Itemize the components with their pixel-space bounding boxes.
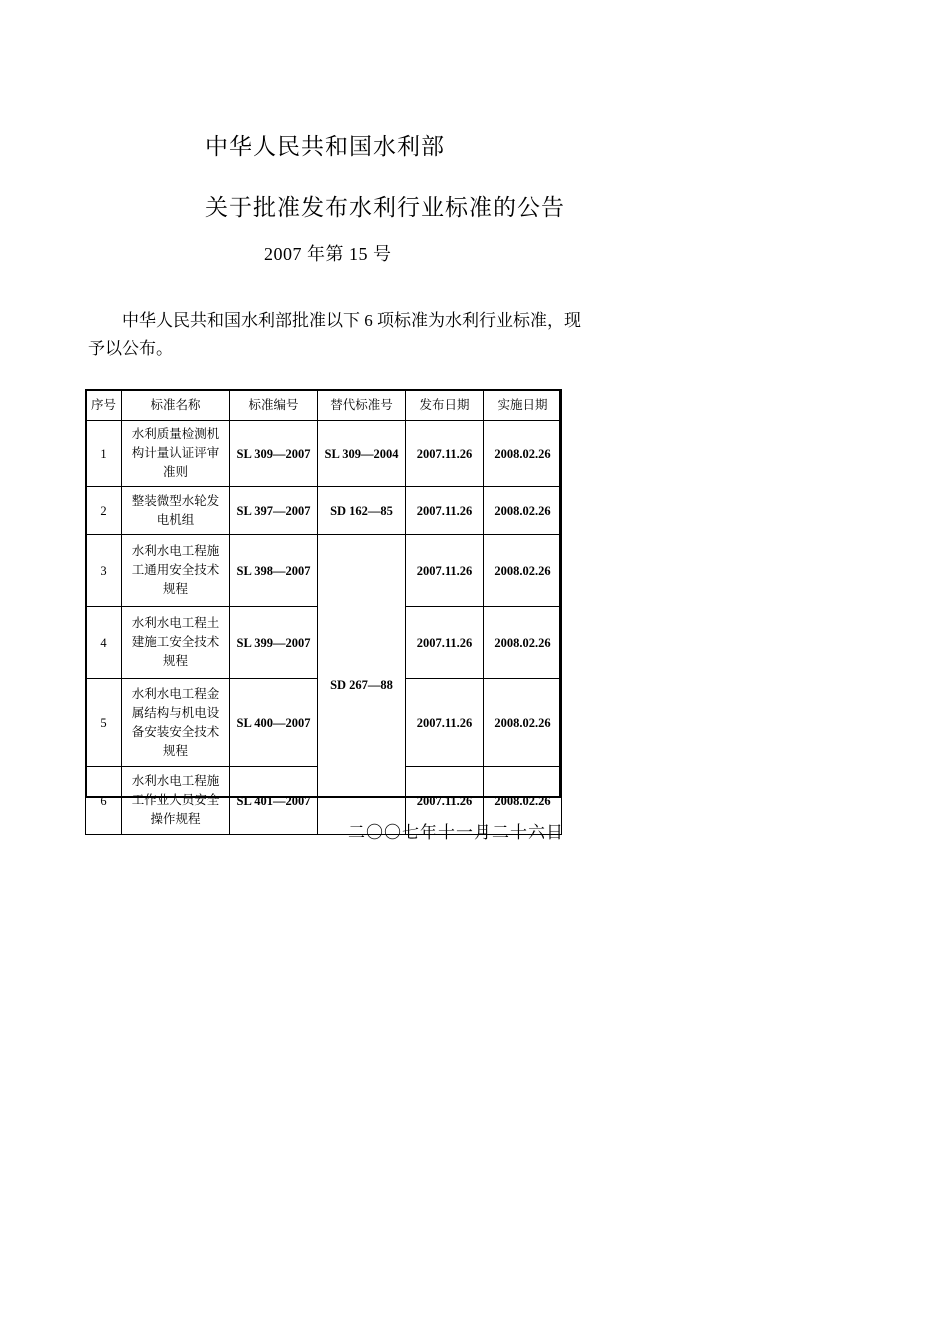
cell-seq: 5 xyxy=(86,679,122,767)
document-title-announcement: 关于批准发布水利行业标准的公告 xyxy=(205,195,565,220)
cell-seq: 6 xyxy=(86,767,122,835)
cell-replaced: SD 162—85 xyxy=(318,487,406,535)
cell-implement-date: 2008.02.26 xyxy=(484,767,562,835)
document-paragraph: 中华人民共和国水利部批准以下 6 项标准为水利行业标准，现予以公布。 xyxy=(88,311,581,358)
table-row xyxy=(86,535,562,607)
cell-seq: 1 xyxy=(86,421,122,487)
column-header-implement-date: 实施日期 xyxy=(484,390,562,421)
column-header-publish-date: 发布日期 xyxy=(406,390,484,421)
cell-name: 整装微型水轮发电机组 xyxy=(122,487,230,535)
cell-code: SL 397—2007 xyxy=(230,487,318,535)
cell-publish-date: 2007.11.26 xyxy=(406,421,484,487)
table-row xyxy=(86,421,562,487)
document-title-ministry: 中华人民共和国水利部 xyxy=(205,134,445,159)
cell-code: SL 400—2007 xyxy=(230,679,318,767)
cell-publish-date: 2007.11.26 xyxy=(406,767,484,835)
cell-name: 水利水电工程金属结构与机电设备安装安全技术规程 xyxy=(122,679,230,767)
cell-implement-date: 2008.02.26 xyxy=(484,535,562,607)
cell-replaced-merged: SD 267—88 xyxy=(318,535,406,835)
cell-implement-date: 2008.02.26 xyxy=(484,421,562,487)
cell-name: 水利质量检测机构计量认证评审准则 xyxy=(122,421,230,487)
cell-publish-date: 2007.11.26 xyxy=(406,487,484,535)
cell-name: 水利水电工程施工作业人员安全操作规程 xyxy=(122,767,230,835)
cell-code: SL 399—2007 xyxy=(230,607,318,679)
cell-seq: 2 xyxy=(86,487,122,535)
standards-table xyxy=(85,389,562,835)
cell-name: 水利水电工程土建施工安全技术规程 xyxy=(122,607,230,679)
column-header-code: 标准编号 xyxy=(230,390,318,421)
column-header-seq: 序号 xyxy=(86,390,122,421)
cell-code: SL 401—2007 xyxy=(230,767,318,835)
cell-implement-date: 2008.02.26 xyxy=(484,607,562,679)
cell-publish-date: 2007.11.26 xyxy=(406,607,484,679)
document-number: 2007 年第 15 号 xyxy=(264,244,392,264)
cell-publish-date: 2007.11.26 xyxy=(406,535,484,607)
cell-name: 水利水电工程施工通用安全技术规程 xyxy=(122,535,230,607)
signature-date: 二〇〇七年十一月二十六日 xyxy=(348,823,564,842)
cell-code: SL 309—2007 xyxy=(230,421,318,487)
cell-seq: 4 xyxy=(86,607,122,679)
cell-publish-date: 2007.11.26 xyxy=(406,679,484,767)
cell-implement-date: 2008.02.26 xyxy=(484,679,562,767)
cell-code: SL 398—2007 xyxy=(230,535,318,607)
cell-replaced: SL 309—2004 xyxy=(318,421,406,487)
table-header-row xyxy=(86,390,562,421)
column-header-replaced: 替代标准号 xyxy=(318,390,406,421)
cell-seq: 3 xyxy=(86,535,122,607)
column-header-name: 标准名称 xyxy=(122,390,230,421)
table-row xyxy=(86,487,562,535)
cell-implement-date: 2008.02.26 xyxy=(484,487,562,535)
